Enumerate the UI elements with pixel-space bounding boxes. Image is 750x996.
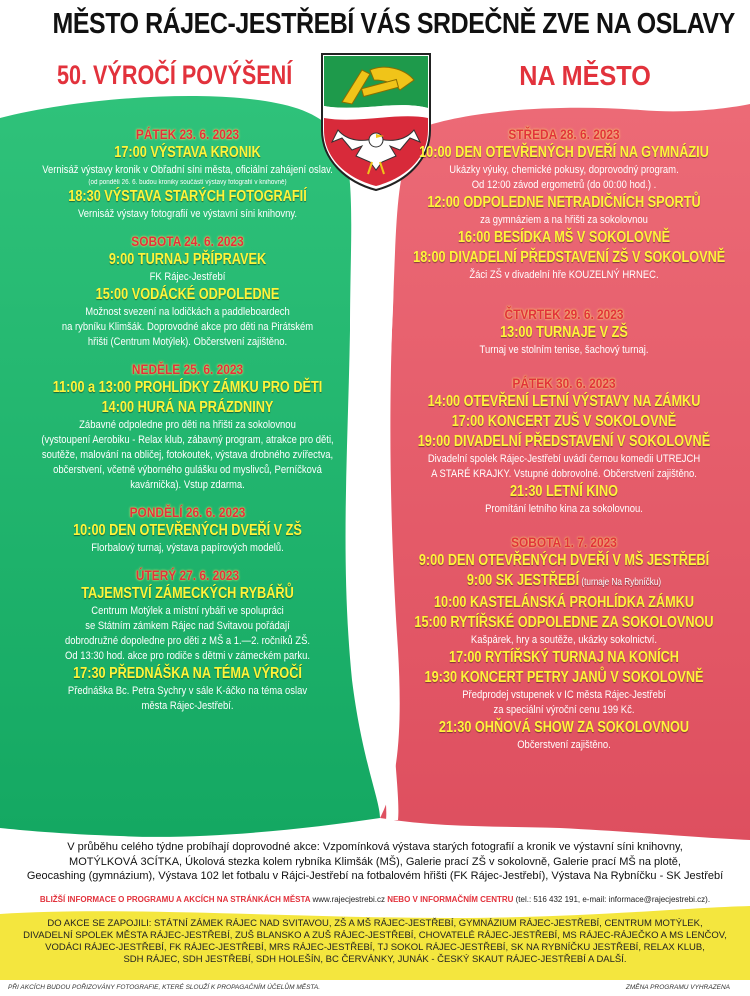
website-link[interactable]: www.rajecjestrebi.cz [312,895,385,904]
event-description: (vystoupení Aerobiku - Relax klub, zábavný program, atrakce pro děti, [41,434,334,446]
info-text: NEBO V INFORMAČNÍM CENTRU [384,895,516,904]
day-heading: STŘEDA 28. 6. 2023 [508,126,620,142]
day-block [0,232,375,350]
event-description: dobrodružné dopoledne pro děti z MŠ a 1.—2. ročníků ZŠ. [64,635,311,647]
event-title: 15:00 RYTÍŘSKÉ ODPOLEDNE ZA SOKOLOVNOU [414,614,714,631]
event-title: 10:00 DEN OTEVŘENÝCH DVEŘÍ V ZŠ [73,522,302,539]
event-title: 14:00 OTEVŘENÍ LETNÍ VÝSTAVY NA ZÁMKU [427,393,701,410]
program-column-left [0,125,375,714]
day-heading: PÁTEK 30. 6. 2023 [512,375,616,391]
note-line: MOTÝLKOVÁ 3CÍTKA, Úkolová stezka kolem rybníka Klimšák (MŠ), Galerie prací ZŠ v sokolovně, Galerie prací MŠ na plotě, [69,855,681,868]
event-description: za gymnáziem a na hřišti za sokolovnou [480,214,648,226]
day-heading: SOBOTA 24. 6. 2023 [131,233,244,249]
event-description: na rybníku Klimšák. Doprovodné akce pro děti na Pirátském [61,321,314,333]
event-title: 21:30 OHŇOVÁ SHOW ZA SOKOLOVNOU [438,719,690,736]
day-block [0,503,375,556]
event-title [413,571,715,593]
event-title: 18:30 VÝSTAVA STARÝCH FOTOGRAFIÍ [68,188,307,205]
event-title: 18:00 DIVADELNÍ PŘEDSTAVENÍ ZŠ V SOKOLOVNĚ [413,249,726,266]
footer-change-notice: ZMĚNA PROGRAMU VYHRAZENA [625,984,730,991]
event-title: 9:00 TURNAJ PŘÍPRAVEK [108,251,267,268]
day-block [380,125,748,283]
event-description: Předprodej vstupenek v IC města Rájec-Jestřebí [462,689,666,701]
event-description: Žáci ZŠ v divadelní hře KOUZELNÝ HRNEC. [469,269,659,281]
event-title: 15:00 VODÁCKÉ ODPOLEDNE [95,286,280,303]
accompanying-events-note [0,840,750,884]
subtitle-right: NA MĚSTO [519,60,651,91]
event-description: Turnaj ve stolním tenise, šachový turnaj. [479,344,649,356]
day-block [380,533,748,753]
event-title: TAJEMSTVÍ ZÁMECKÝCH RYBÁŘŮ [81,585,294,602]
day-heading: PÁTEK 23. 6. 2023 [135,126,240,142]
event-title: 9:00 DEN OTEVŘENÝCH DVEŘÍ V MŠ JESTŘEBÍ [418,552,710,569]
event-description: za speciální výroční cenu 199 Kč. [493,704,635,716]
event-description: Přednáška Bc. Petra Sychry v sále K-áčko na téma oslav [67,685,308,697]
partners-line: DIVADELNÍ SPOLEK MĚSTA RÁJEC-JESTŘEBÍ, ZUŠ BLANSKO A ZUŠ RÁJEC-JESTŘEBÍ, CHOVATELÉ RÁJEC-JESTŘEBÍ, MS RÁJEC-RÁJEČKO A MS LENČOV, [23,930,727,941]
event-description: Vernisáž výstavy fotografií ve výstavní síni knihovny. [77,208,298,220]
event-description: Zábavné odpoledne pro děti na hřišti za sokolovnou [79,419,296,431]
event-description: Kašpárek, hry a soutěže, ukázky sokolnictví. [470,634,658,646]
event-description: Divadelní spolek Rájec-Jestřebí uvádí černou komedii UTREJCH [427,453,701,465]
event-description: A STARÉ KRAJKY. Vstupné dobrovolné. Občerstvení zajištěno. [431,468,697,480]
partners-list [0,918,750,966]
info-text: BLIŽŠÍ INFORMACE O PROGRAMU A AKCÍCH NA STRÁNKÁCH MĚSTA [39,895,313,904]
event-description: Florbalový turnaj, výstava papírových modelů. [91,542,284,554]
day-heading: NEDĚLE 25. 6. 2023 [131,361,244,377]
day-heading: SOBOTA 1. 7. 2023 [511,534,617,550]
event-description: kavárnička). Vstup zdarma. [130,479,245,491]
event-description: FK Rájec-Jestřebí [149,271,226,283]
day-block [0,360,375,493]
event-title-note: (turnaje Na Rybníčku) [579,577,662,588]
event-description: Občerstvení zajištěno. [517,739,611,751]
partners-line: SDH RÁJEC, SDH JESTŘEBÍ, SDH HOLEŠÍN, BC ČERVÁNKY, JUNÁK - ČESKÝ SKAUT RÁJEC-JESTŘEBÍ A DALŠÍ. [123,954,627,965]
event-title: 11:00 a 13:00 PROHLÍDKY ZÁMKU PRO DĚTI [52,379,323,396]
event-description: Centrum Motýlek a místní rybáři ve spolupráci [91,605,284,617]
event-footnote: (od pondělí 26. 6. budou kroniky součástí výstavy fotografií v knihovně) [88,179,287,186]
contact-text: (tel.: 516 432 191, e-mail: informace@rajecjestrebi.cz). [515,895,711,904]
day-block [0,566,375,714]
event-title: 17:30 PŘEDNÁŠKA NA TÉMA VÝROČÍ [73,665,302,682]
day-heading: PONDĚLÍ 26. 6. 2023 [129,504,246,520]
event-description: občerstvení, včetně výborného gulášku od myslivců, Perníčková [53,464,322,476]
day-block [0,125,375,222]
event-title: 13:00 TURNAJE V ZŠ [500,324,628,341]
event-description: Od 13:30 hod. akce pro rodiče s dětmi v zámeckém parku. [64,650,311,662]
note-line: Geocashing (gymnázium), Výstava 102 let fotbalu v Rájci-Jestřebí na fotbalovém hřišti (FK Rájec-Jestřebí), Výstava Na Rybníčku - SK Jestřebí [26,870,724,882]
info-line [0,895,750,904]
event-title: 17:00 VÝSTAVA KRONIK [114,144,261,161]
day-block [380,305,748,358]
event-title: 17:00 RYTÍŘSKÝ TURNAJ NA KONÍCH [448,649,679,666]
event-description: Ukázky výuky, chemické pokusy, doprovodný program. [449,164,679,176]
event-title: 21:30 LETNÍ KINO [509,483,619,500]
event-title: 17:00 KONCERT ZUŠ V SOKOLOVNĚ [451,413,677,430]
event-title: 16:00 BESÍDKA MŠ V SOKOLOVNĚ [457,229,671,246]
page-title: MĚSTO RÁJEC-JESTŘEBÍ VÁS SRDEČNĚ ZVE NA OSLAVY [52,8,735,40]
day-heading: ÚTERÝ 27. 6. 2023 [135,567,240,583]
event-title: 14:00 HURÁ NA PRÁZDNINY [101,399,274,416]
subtitle-left: 50. VÝROČÍ POVÝŠENÍ [57,60,293,90]
event-description: Od 12:00 závod ergometrů (do 00:00 hod.) . [471,179,657,191]
event-description: se Státním zámkem Rájec nad Svitavou pořádají [85,620,290,632]
day-heading: ČTVRTEK 29. 6. 2023 [504,306,624,322]
event-description: města Rájec-Jestřebí. [141,700,234,712]
event-title: 19:30 KONCERT PETRY JANŮ V SOKOLOVNĚ [424,669,704,686]
footer-photo-notice: PŘI AKCÍCH BUDOU POŘIZOVÁNY FOTOGRAFIE, KTERÉ SLOUŽÍ K PROPAGAČNÍM ÚČELŮM MĚSTA. [8,984,321,991]
event-title-main: 9:00 SK JESTŘEBÍ [466,572,580,589]
event-description: hřišti (Centrum Motýlek). Občerstvení zajištěno. [87,336,288,348]
day-block [380,374,748,517]
event-description: soutěže, malování na obličej, fotokoutek, výstava drobného zvířectva, [41,449,334,461]
program-column-right [380,125,748,753]
event-description: Vernisáž výstavy kronik v Obřadní síni města, oficiální zahájení oslav. [42,164,333,176]
event-title: 10:00 KASTELÁNSKÁ PROHLÍDKA ZÁMKU [433,594,695,611]
partners-line: DO AKCE SE ZAPOJILI: STÁTNÍ ZÁMEK RÁJEC NAD SVITAVOU, ZŠ A MŠ RÁJEC-JESTŘEBÍ, GYMNÁZIUM RÁJEC-JESTŘEBÍ, CENTRUM MOTÝLEK, [47,918,703,929]
event-title: 10:00 DEN OTEVŘENÝCH DVEŘÍ NA GYMNÁZIU [419,144,709,161]
event-title: 19:00 DIVADELNÍ PŘEDSTAVENÍ V SOKOLOVNĚ [417,433,711,450]
note-line: V průběhu celého týdne probíhají doprovodné akce: Vzpomínková výstava starých fotografií a kronik ve výstavní síni knihovny, [67,841,683,853]
event-description: Promítání letního kina za sokolovnou. [485,503,643,515]
event-description: Možnost svezení na lodičkách a paddleboardech [85,306,290,318]
event-title: 12:00 ODPOLEDNE NETRADIČNÍCH SPORTŮ [427,194,701,211]
partners-line: VODÁCI RÁJEC-JESTŘEBÍ, FK RÁJEC-JESTŘEBÍ, MRS RÁJEC-JESTŘEBÍ, TJ SOKOL RÁJEC-JESTŘEBÍ, SK NA RYBNÍČKU JESTŘEBÍ, RELAX KLUB, [45,942,705,953]
